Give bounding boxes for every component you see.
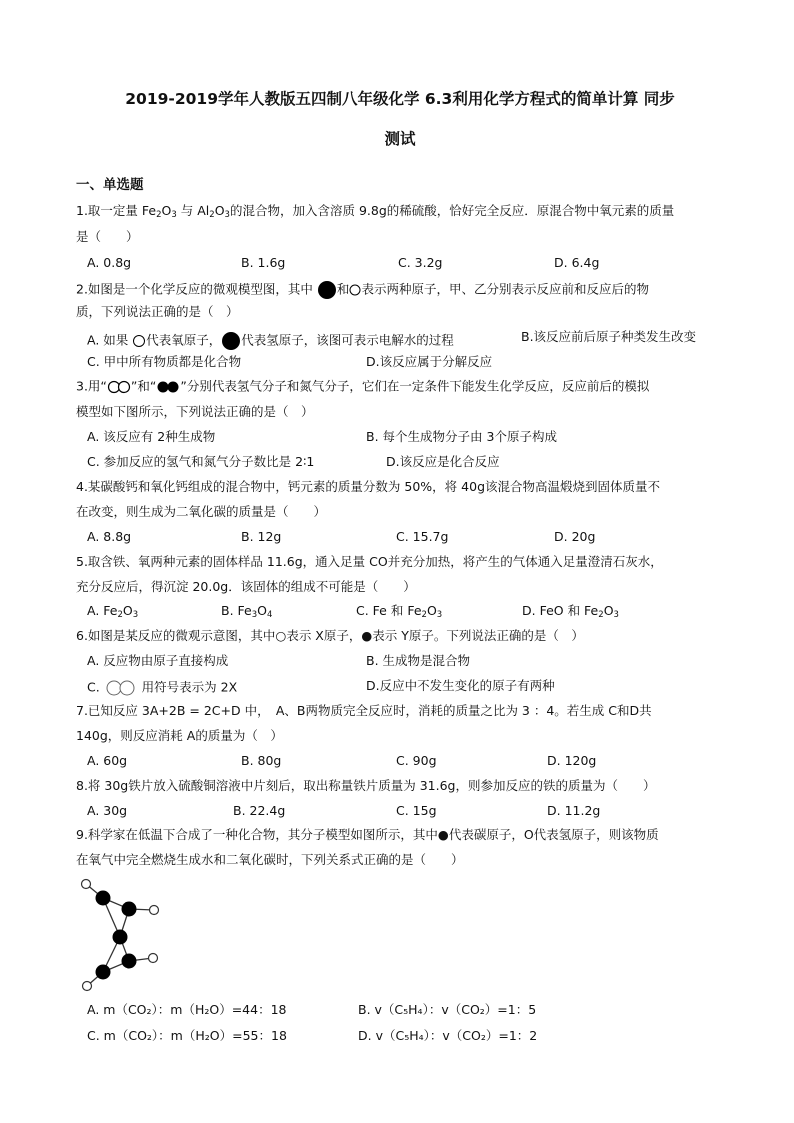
hydrogen-atom xyxy=(149,954,158,963)
molecule-model-diagram xyxy=(76,872,166,996)
q1-option-b[interactable]: B. 1.6g xyxy=(241,255,286,270)
q7-option-b[interactable]: B. 80g xyxy=(241,753,282,768)
question-4-line1: 4.某碳酸钙和氧化钙组成的混合物中，钙元素的质量分数为 50%，将 40g该混合物高温煅烧到固体质量不 xyxy=(76,479,660,494)
question-8-line1: 8.将 30g铁片放入硫酸铜溶液中片刻后，取出称量铁片质量为 31.6g，则参加反应的铁的质量为（ ） xyxy=(76,778,656,793)
question-2-line2: 质，下列说法正确的是（ ） xyxy=(76,304,239,319)
question-6-line1: 6.如图是某反应的微观示意图，其中○表示 X原子，●表示 Y原子。下列说法正确的是（ ） xyxy=(76,628,584,643)
x2-molecule-icon xyxy=(104,680,138,696)
carbon-atom xyxy=(122,902,137,917)
q5-option-b[interactable]: B. $Fe_3O_4$ xyxy=(221,603,273,620)
q8-option-c[interactable]: C. 15g xyxy=(396,803,437,818)
black-atom-icon xyxy=(317,280,337,300)
q5-option-a[interactable]: A. $Fe_2O_3$ xyxy=(87,603,139,620)
question-3-line2: 模型如下图所示，下列说法正确的是（ ） xyxy=(76,404,314,419)
carbon-atom xyxy=(96,965,111,980)
carbon-atom xyxy=(113,930,128,945)
carbon-atom xyxy=(96,891,111,906)
nitrogen-molecule-icon xyxy=(156,380,180,394)
q2-option-b[interactable]: B.该反应前后原子种类发生改变 xyxy=(521,329,697,344)
question-3-line1: 3.用“ ”和“ ”分别代表氢气分子和氮气分子，它们在一定条件下能发生化学反应，反应前后的模拟 xyxy=(76,378,650,394)
hydrogen-atom xyxy=(82,880,91,889)
q8-option-d[interactable]: D. 11.2g xyxy=(547,803,601,818)
q3-option-d[interactable]: D.该反应是化合反应 xyxy=(386,454,500,469)
white-atom-icon xyxy=(132,334,146,348)
q9-option-c[interactable]: C. m（CO₂）：m（H₂O）=55：18 xyxy=(87,1028,287,1043)
q6-option-b[interactable]: B. 生成物是混合物 xyxy=(366,653,471,668)
question-7-line2: 140g，则反应消耗 A的质量为（ ） xyxy=(76,728,283,743)
q6-option-c[interactable]: C. 用符号表示为 2X xyxy=(87,679,238,695)
q6-option-a[interactable]: A. 反应物由原子直接构成 xyxy=(87,653,229,668)
q2-option-c[interactable]: C. 甲中所有物质都是化合物 xyxy=(87,354,242,369)
q7-option-c[interactable]: C. 90g xyxy=(396,753,437,768)
q3-option-b[interactable]: B. 每个生成物分子由 3个原子构成 xyxy=(366,429,557,444)
q2-option-d[interactable]: D.该反应属于分解反应 xyxy=(366,354,493,369)
document-title-line1: 2019-2019学年人教版五四制八年级化学 6.3利用化学方程式的简单计算 同步 xyxy=(125,90,675,108)
question-4-line2: 在改变，则生成为二氧化碳的质量是（ ） xyxy=(76,504,327,519)
black-atom-icon xyxy=(221,331,241,351)
q7-option-d[interactable]: D. 120g xyxy=(547,753,597,768)
q4-option-b[interactable]: B. 12g xyxy=(241,529,282,544)
q8-option-b[interactable]: B. 22.4g xyxy=(233,803,286,818)
question-5-line1: 5.取含铁、氧两种元素的固体样品 11.6g，通入足量 CO并充分加热，将产生的气体通入足量澄清石灰水， xyxy=(76,554,663,569)
question-9-line2: 在氧气中完全燃烧生成水和二氧化碳时，下列关系式正确的是（ ） xyxy=(76,852,464,867)
question-7-line1: 7.已知反应 3A+2B = 2C+D 中， A、B两物质完全反应时，消耗的质量之比为 3 ：4。若生成 C和D共 xyxy=(76,703,652,718)
q5-option-d[interactable]: D. FeO 和 $Fe_2O_3$ xyxy=(522,603,619,620)
question-1-line2: 是（ ） xyxy=(76,229,139,244)
q6-option-d[interactable]: D.反应中不发生变化的原子有两种 xyxy=(366,678,555,693)
question-1-line1: 1.取一定量 $Fe_2O_3$ 与 $Al_2O_3$的混合物，加入含溶质 9.8g的稀硫酸，恰好完全反应．原混合物中氧元素的质量 xyxy=(76,203,675,220)
q9-option-d[interactable]: D. v（C₅H₄）：v（CO₂）=1：2 xyxy=(358,1028,538,1043)
q9-option-a[interactable]: A. m（CO₂）：m（H₂O）=44：18 xyxy=(87,1002,287,1017)
q7-option-a[interactable]: A. 60g xyxy=(87,753,128,768)
q1-option-d[interactable]: D. 6.4g xyxy=(554,255,600,270)
hydrogen-atom xyxy=(83,982,92,991)
section-heading: 一、单选题 xyxy=(76,177,144,193)
q3-option-a[interactable]: A. 该反应有 2种生成物 xyxy=(87,429,216,444)
q5-option-c[interactable]: C. Fe 和 $Fe_2O_3$ xyxy=(356,603,443,620)
document-title-line2: 测试 xyxy=(384,130,416,148)
q3-option-c[interactable]: C. 参加反应的氢气和氮气分子数比是 2∶1 xyxy=(87,454,315,469)
q4-option-a[interactable]: A. 8.8g xyxy=(87,529,132,544)
q2-option-a[interactable]: A. 如果 代表氧原子， 代表氢原子，该图可表示电解水的过程 xyxy=(87,331,454,351)
q1-option-a[interactable]: A. 0.8g xyxy=(87,255,132,270)
q4-option-d[interactable]: D. 20g xyxy=(554,529,596,544)
question-9-line1: 9.科学家在低温下合成了一种化合物，其分子模型如图所示，其中●代表碳原子，O代表氢原子，则该物质 xyxy=(76,827,659,842)
white-atom-icon xyxy=(349,284,361,296)
q9-option-b[interactable]: B. v（C₅H₄）：v（CO₂）=1：5 xyxy=(358,1002,537,1017)
q8-option-a[interactable]: A. 30g xyxy=(87,803,128,818)
hydrogen-molecule-icon xyxy=(107,380,131,394)
question-2-line1: 2.如图是一个化学反应的微观模型图，其中 和 表示两种原子，甲、乙分别表示反应前和反应后的物 xyxy=(76,280,649,300)
carbon-atom xyxy=(122,954,137,969)
hydrogen-atom xyxy=(150,906,159,915)
q4-option-c[interactable]: C. 15.7g xyxy=(396,529,449,544)
q1-option-c[interactable]: C. 3.2g xyxy=(398,255,443,270)
question-5-line2: 充分反应后，得沉淀 20.0g．该固体的组成不可能是（ ） xyxy=(76,579,416,594)
